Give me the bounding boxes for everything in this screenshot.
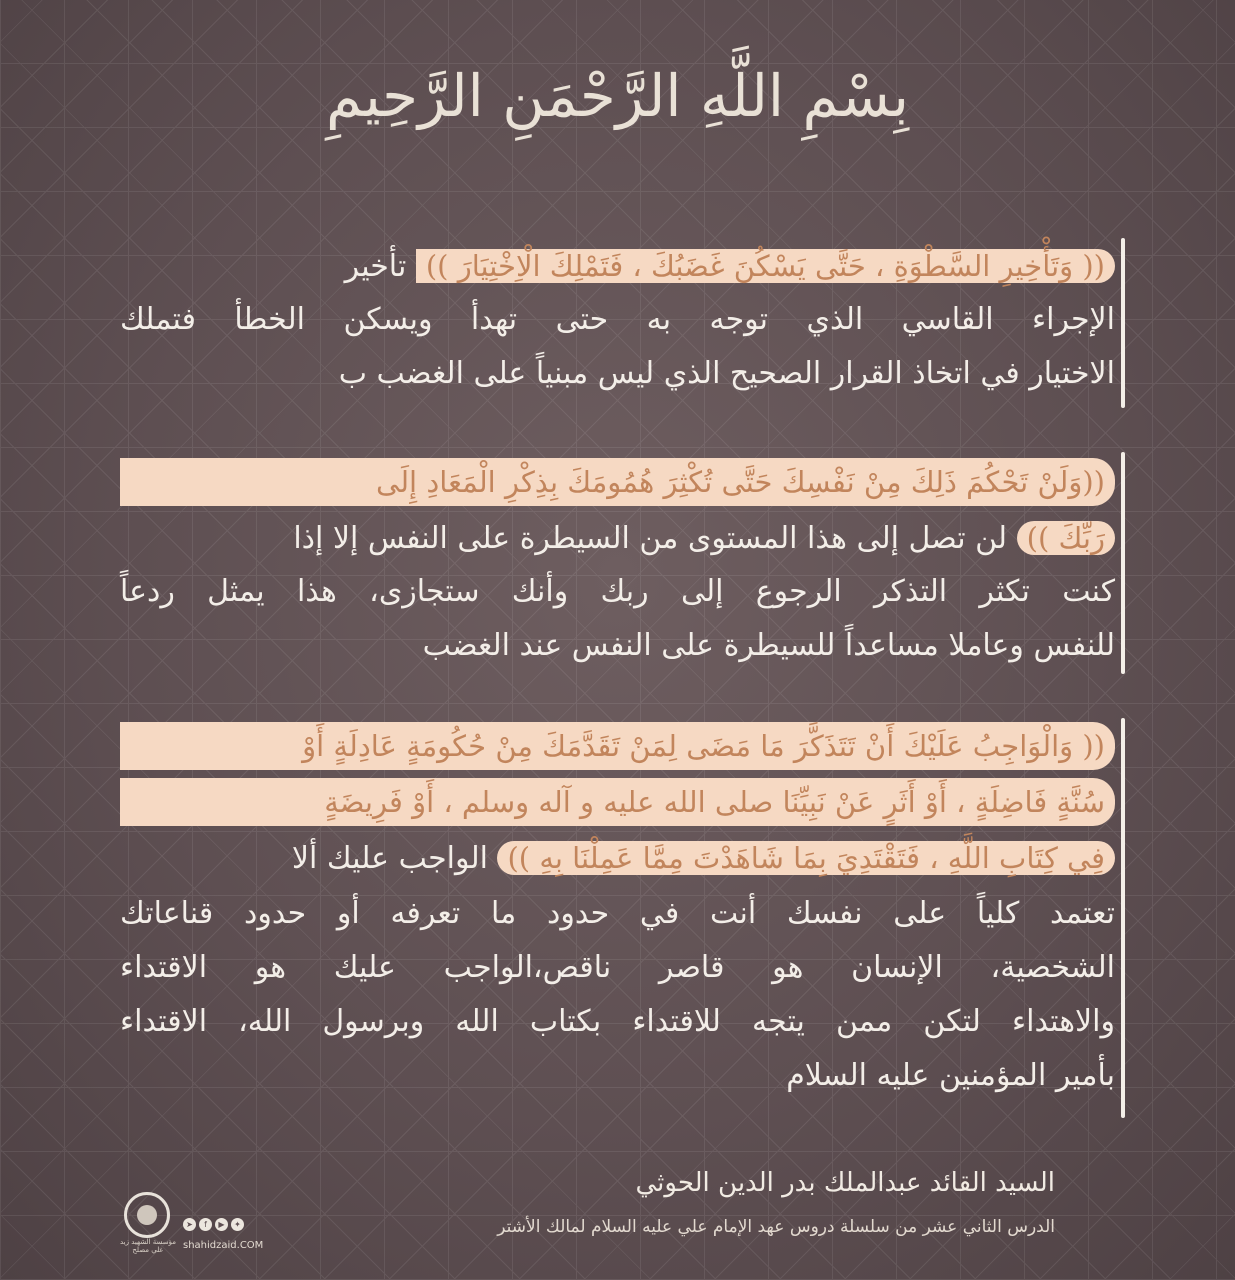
block2-line2-text: لن تصل إلى هذا المستوى من السيطرة على النفس إلا إذا — [293, 521, 1008, 556]
block3-line4: تعتمد كلياً على نفسك أنت في حدود ما تعرفه أو حدود قناعاتك — [120, 896, 1115, 931]
facebook-icon[interactable]: f — [199, 1218, 212, 1231]
social-icons — [183, 1218, 244, 1231]
youtube-icon[interactable]: ▶ — [215, 1218, 228, 1231]
block1-line1-text: تأخير — [344, 249, 407, 284]
block2-line2 — [120, 514, 1115, 562]
block1-line2: الإجراء القاسي الذي توجه به حتى تهدأ ويسكن الخطأ فتملك — [120, 302, 1115, 337]
block2-line4: للنفس وعاملا مساعداً للسيطرة على النفس عند الغضب — [422, 628, 1115, 663]
lesson-subtitle: الدرس الثاني عشر من سلسلة دروس عهد الإمام علي عليه السلام لمالك الأشتر — [497, 1217, 1055, 1237]
block1 — [120, 242, 1115, 402]
block2-line3: كنت تكثر التذكر الرجوع إلى ربك وأنك ستجازى، هذا يمثل ردعاً — [120, 574, 1115, 609]
block3-quote-part2: سُنَّةٍ فَاضِلَةٍ ، أَوْ أَثَرٍ عَنْ نَبِيِّنَا صلى الله عليه و آله وسلم ، أَوْ فَرِيضَةٍ — [120, 778, 1115, 826]
telegram-icon[interactable]: ➤ — [183, 1218, 196, 1231]
block2 — [120, 458, 1115, 668]
block3-line7: بأمير المؤمنين عليه السلام — [786, 1058, 1115, 1093]
block3-line6: والاهتداء لتكن ممن يتجه للاقتداء بكتاب الله وبرسول الله، الاقتداء — [120, 1004, 1115, 1039]
foundation-logo-icon — [124, 1192, 170, 1238]
website-link[interactable]: shahidzaid.COM — [183, 1240, 264, 1251]
block3-bar — [1121, 718, 1125, 1118]
block3-line2 — [120, 778, 1115, 826]
logo-caption: مؤسسة الشهيد زيد علي مصلح — [119, 1238, 177, 1254]
block2-quote-part2: رَبِّكَ )) — [1017, 521, 1115, 555]
block3-line5: الشخصية، الإنسان هو قاصر ناقص،الواجب عليك هو الاقتداء — [120, 950, 1115, 985]
author-name: السيد القائد عبدالملك بدر الدين الحوثي — [635, 1168, 1055, 1198]
block1-line1 — [120, 242, 1115, 290]
block1-line3: الاختيار في اتخاذ القرار الصحيح الذي ليس مبنياً على الغضب ب — [338, 356, 1115, 391]
block1-quote: (( وَتَأْخِيرِ السَّطْوَةِ ، حَتَّى يَسْكُنَ غَضَبُكَ ، فَتَمْلِكَ الْاِخْتِيَارَ )) — [416, 249, 1115, 283]
twitter-icon[interactable]: ✦ — [231, 1218, 244, 1231]
block1-bar — [1121, 238, 1125, 408]
block3 — [120, 722, 1115, 1112]
basmala-heading: بِسْمِ اللَّهِ الرَّحْمَنِ الرَّحِيمِ — [326, 62, 909, 130]
block3-line1 — [120, 722, 1115, 770]
block3-line3 — [120, 834, 1115, 882]
block3-quote-part3: فِي كِتَابِ اللَّهِ ، فَتَقْتَدِيَ بِمَا شَاهَدْتَ مِمَّا عَمِلْنَا بِهِ )) — [497, 841, 1115, 875]
block3-quote-part1: (( وَالْوَاجِبُ عَلَيْكَ أَنْ تَتَذَكَّرَ مَا مَضَى لِمَنْ تَقَدَّمَكَ مِنْ حُكُومَةٍ عَادِلَةٍ أَوْ — [120, 722, 1115, 770]
block3-line3-text: الواجب عليك ألا — [291, 841, 488, 876]
block2-quote-part1: ((وَلَنْ تَحْكُمَ ذَلِكَ مِنْ نَفْسِكَ حَتَّى تُكْثِرَ هُمُومَكَ بِذِكْرِ الْمَعَادِ إِلَى — [120, 458, 1115, 506]
block2-bar — [1121, 452, 1125, 674]
block2-line1 — [120, 458, 1115, 506]
